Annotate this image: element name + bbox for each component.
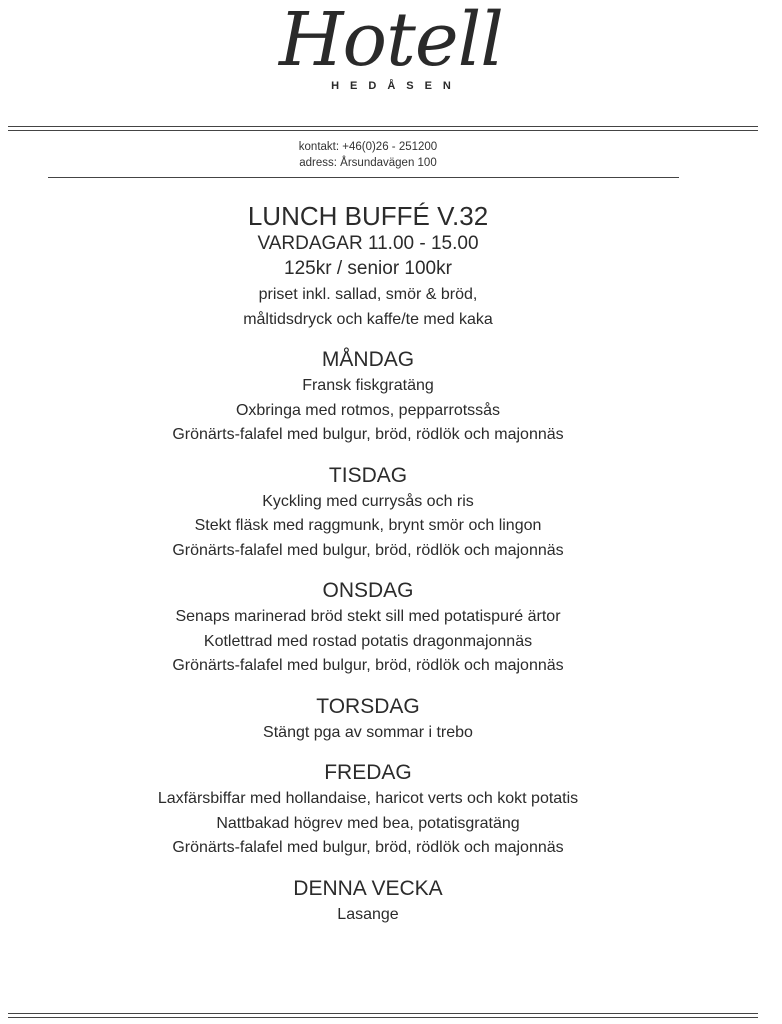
- menu-hours: VARDAGAR 11.00 - 15.00: [257, 233, 479, 254]
- dish-item: Nattbakad högrev med bea, potatisgratäng: [216, 814, 520, 832]
- menu-price: 125kr / senior 100kr: [284, 258, 452, 279]
- top-divider-1: [8, 126, 758, 127]
- dish-item: Laxfärsbiffar med hollandaise, haricot verts och kokt potatis: [157, 790, 579, 807]
- day-name: TORSDAG: [316, 694, 420, 718]
- dish-item: Lasange: [337, 905, 399, 923]
- day-name: FREDAG: [324, 761, 412, 784]
- day-name: MÅNDAG: [321, 348, 415, 371]
- day-monday: [0, 346, 736, 448]
- dish-item: Kyckling med currysås och ris: [262, 492, 474, 510]
- contact-info: [0, 139, 736, 171]
- contact-address: adress: Årsundavägen 100: [299, 157, 437, 169]
- hotel-logo-script: Hotell: [279, 0, 503, 83]
- day-thursday: [0, 693, 736, 746]
- day-name: TISDAG: [328, 463, 408, 487]
- day-this-week: [0, 875, 736, 928]
- day-name: ONSDAG: [322, 579, 414, 602]
- menu-title: LUNCH BUFFÉ V.32: [247, 201, 489, 231]
- dish-item: Kotlettrad med rostad potatis dragonmajonnäs: [203, 632, 533, 650]
- day-name: DENNA VECKA: [293, 876, 443, 900]
- contact-phone: kontakt: +46(0)26 - 251200: [298, 141, 438, 153]
- dish-item: Fransk fiskgratäng: [302, 377, 434, 394]
- dish-item: Senaps marinerad bröd stekt sill med potatispuré ärtor: [175, 608, 561, 625]
- dish-item: Grönärts-falafel med bulgur, bröd, rödlök och majonnäs: [172, 657, 564, 674]
- bottom-divider-2: [8, 1017, 758, 1018]
- dish-item: Stekt fläsk med raggmunk, brynt smör och lingon: [194, 517, 542, 534]
- dish-item: Grönärts-falafel med bulgur, bröd, rödlök och majonnäs: [172, 541, 564, 559]
- menu-note-line2: måltidsdryck och kaffe/te med kaka: [243, 311, 493, 328]
- menu-note-line1: priset inkl. sallad, smör & bröd,: [258, 286, 478, 303]
- bottom-divider-1: [8, 1013, 758, 1014]
- top-divider-2: [8, 130, 758, 131]
- dish-item: Stängt pga av sommar i trebo: [263, 723, 473, 741]
- hotel-logo-subtitle: HEDÅSEN: [331, 80, 462, 92]
- dish-item: Grönärts-falafel med bulgur, bröd, rödlök och majonnäs: [172, 839, 564, 856]
- dish-item: Oxbringa med rotmos, pepparrotssås: [235, 401, 501, 419]
- lunch-menu: [0, 200, 736, 927]
- contact-divider: [48, 177, 679, 178]
- day-tuesday: [0, 462, 736, 564]
- dish-item: Grönärts-falafel med bulgur, bröd, rödlök och majonnäs: [172, 426, 564, 443]
- day-wednesday: [0, 577, 736, 679]
- day-friday: [0, 759, 736, 861]
